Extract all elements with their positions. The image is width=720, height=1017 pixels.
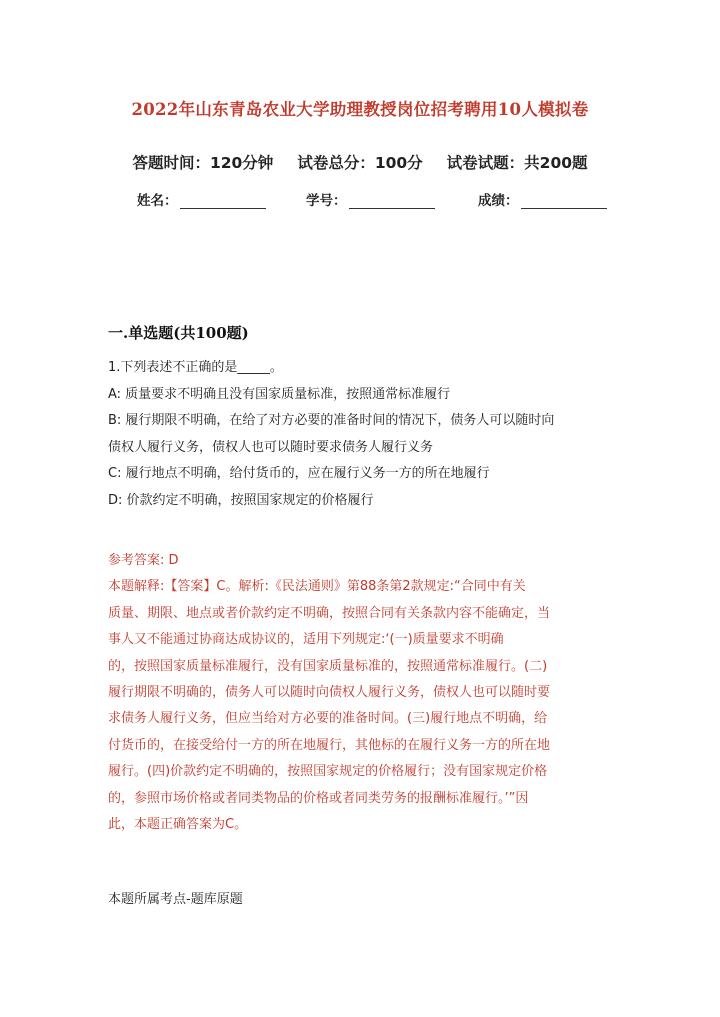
exam-meta xyxy=(0,151,720,173)
score-blank xyxy=(521,194,607,209)
name-blank xyxy=(180,194,266,209)
student-info-fields xyxy=(0,189,720,209)
explanation-line: 质量、期限、地点或者价款约定不明确，按照合同有关条款内容不能确定，当 xyxy=(108,605,551,621)
question-block xyxy=(108,355,618,514)
topic-note: 本题所属考点-题库原题 xyxy=(108,892,243,907)
exam-title: 2022年山东青岛农业大学助理教授岗位招考聘用10人模拟卷 xyxy=(131,100,589,119)
explanation-line: 付货币的，在接受给付一方的所在地履行，其他标的在履行义务一方的所在地 xyxy=(108,737,551,753)
exam-time: 答题时间：120分钟 xyxy=(132,154,274,172)
student-id-label: 学号： xyxy=(306,193,347,209)
explanation-line: 事人又不能通过协商达成协议的，适用下列规定:‘(一)质量要求不明确 xyxy=(108,632,504,648)
option-b-continued: 债权人履行义务，债权人也可以随时要求债务人履行义务 xyxy=(108,439,434,455)
option-c: C: 履行地点不明确，给付货币的，应在履行义务一方的所在地履行 xyxy=(108,466,490,481)
score-field xyxy=(478,189,607,209)
option-b: B: 履行期限不明确，在给了对方必要的准备时间的情况下，债务人可以随时向 xyxy=(108,413,555,428)
explanation-line: 的，参照市场价格或者同类物品的价格或者同类劳务的报酬标准履行。’”因 xyxy=(108,790,529,806)
explanation-line: 履行期限不明确的，债务人可以随时向债权人履行义务，债权人也可以随时要 xyxy=(108,685,551,701)
explanation-line: 本题解释:【答案】C。解析:《民法通则》第88条第2款规定:“合同中有关 xyxy=(108,579,526,595)
reference-answer: 参考答案: D xyxy=(108,553,179,568)
option-a: A: 质量要求不明确且没有国家质量标准，按照通常标准履行 xyxy=(108,386,451,402)
question-stem: 1.下列表述不正确的是_____。 xyxy=(108,360,283,375)
student-id-blank xyxy=(349,194,435,209)
exam-total-score: 试卷总分：100分 xyxy=(297,154,423,172)
score-label: 成绩： xyxy=(478,193,519,209)
section-heading: 一.单选题(共100题) xyxy=(108,324,249,342)
student-id-field xyxy=(306,189,435,209)
explanation-line: 此，本题正确答案为C。 xyxy=(108,817,248,833)
name-field xyxy=(137,189,266,209)
answer-block xyxy=(108,548,618,838)
name-label: 姓名： xyxy=(137,193,178,209)
explanation-line: 履行。(四)价款约定不明确的，按照国家规定的价格履行；没有国家规定价格 xyxy=(108,764,548,780)
option-d: D: 价款约定不明确，按照国家规定的价格履行 xyxy=(108,492,374,508)
explanation-line: 的，按照国家质量标准履行，没有国家质量标准的，按照通常标准履行。(二) xyxy=(108,658,548,674)
explanation-line: 求债务人履行义务，但应当给对方必要的准备时间。(三)履行地点不明确，给 xyxy=(108,711,548,727)
exam-question-count: 试卷试题：共200题 xyxy=(446,154,588,172)
